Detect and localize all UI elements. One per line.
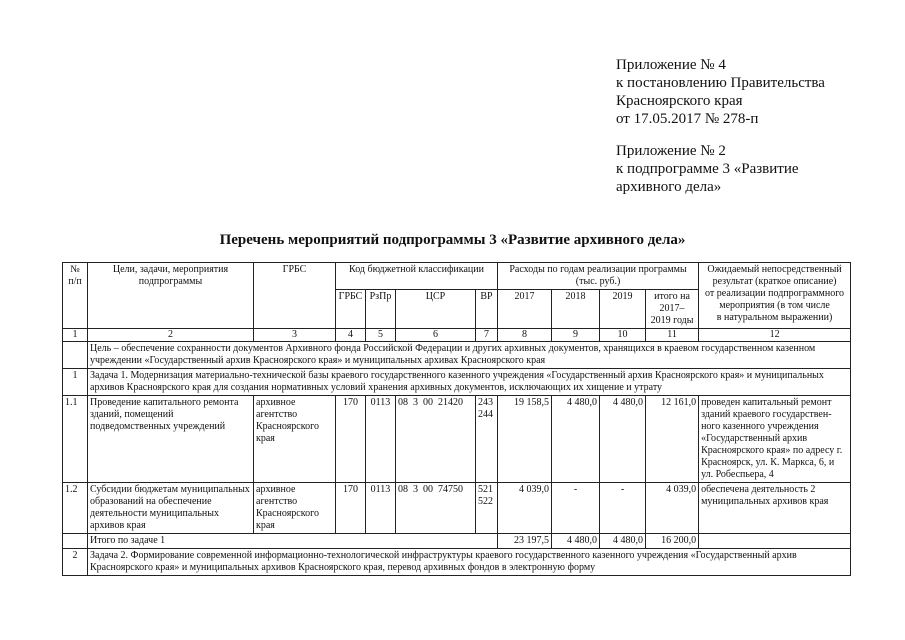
task-num: 2 [63,549,88,576]
total-sum: 16 200,0 [646,534,699,549]
row-num: 1.2 [63,483,88,534]
task-row [63,549,851,576]
header-goals: Цели, задачи, мероприятия подпрограммы [88,263,254,329]
total-num-cell [63,534,88,549]
header-num: № п/п [63,263,88,329]
header-grbs: ГРБС [254,263,336,329]
appendix-line: Приложение № 4 [616,57,726,73]
row-num: 1.1 [63,396,88,483]
row-rzpr: 0113 [366,483,396,534]
column-number: 9 [552,329,600,342]
appendix-block-sub [616,142,799,196]
task-num: 1 [63,369,88,396]
row-y2018: - [552,483,600,534]
header-year-2017: 2017 [498,290,552,329]
row-rzpr: 0113 [366,396,396,483]
column-number: 12 [699,329,851,342]
row-activity: Проведение капитального ремонта зданий, помещений подведомственных учреждений [88,396,254,483]
column-number: 5 [366,329,396,342]
row-total: 4 039,0 [646,483,699,534]
header-code-csr: ЦСР [396,290,476,329]
total-y2018: 4 480,0 [552,534,600,549]
column-number: 8 [498,329,552,342]
row-y2017: 4 039,0 [498,483,552,534]
row-csr: 08 3 00 74750 [396,483,476,534]
total-y2017: 23 197,5 [498,534,552,549]
row-vr: 521 522 [476,483,498,534]
column-number: 11 [646,329,699,342]
row-result: обеспечена деятельность 2 муниципальных архивов края [699,483,851,534]
column-number: 4 [336,329,366,342]
appendix-line: от 17.05.2017 № 278-п [616,111,759,127]
goal-text: Цель – обеспечение сохранности документов Архивного фонда Российской Федерации и других архивных документов, хранящихся в краевом государственном казенном учреждении «Государственный архив Красноярского края» и муниципальных архивах Красноярского края [88,342,851,369]
column-number: 6 [396,329,476,342]
task-row [63,369,851,396]
table-header-row [63,263,851,290]
row-grbs: архивное агентство Красноярского края [254,483,336,534]
appendix-block-main [616,56,825,128]
header-code-grbs: ГРБС [336,290,366,329]
row-vr: 243 244 [476,396,498,483]
row-code-grbs: 170 [336,483,366,534]
total-y2019: 4 480,0 [600,534,646,549]
goal-row [63,342,851,369]
row-grbs: архивное агентство Красноярского края [254,396,336,483]
goal-num-cell [63,342,88,369]
header-code-vr: ВР [476,290,498,329]
task-text: Задача 1. Модернизация материально-технической базы краевого государственного казенного учреждения «Государственный архив Красноярского края» и муниципальных архивов Красноярского края для создания нормативных условий хранения архивных документов, исключающих их хищение и утрату [88,369,851,396]
header-expenses-group: Расходы по годам реализации программы (тыс. руб.) [498,263,699,290]
column-number: 10 [600,329,646,342]
appendix-line: архивного дела» [616,179,722,195]
header-code-rzpr: РзПр [366,290,396,329]
row-code-grbs: 170 [336,396,366,483]
header-result: Ожидаемый непосредственный результат (краткое описание) от реализации подпрограммного мероприятия (в том числе в натуральном выражении) [699,263,851,329]
header-code-group: Код бюджетной классификации [336,263,498,290]
row-result: проведен капитальный ремонт зданий краевого государствен-ного казенного учреждения «Государственный архив Красноярского края» по адресу г. Красноярск, ул. К. Маркса, 6, и ул. Робеспьера, 4 [699,396,851,483]
task-text: Задача 2. Формирование современной информационно-технологической инфраструктуры краевого государственного казенного учреждения «Государственный архив Красноярского края» и муниципальных архивов Красноярского края, перевод архивных фондов в электронную форму [88,549,851,576]
appendix-line: Приложение № 2 [616,143,726,159]
activities-table [62,262,851,576]
table-row [63,483,851,534]
row-total: 12 161,0 [646,396,699,483]
row-csr: 08 3 00 21420 [396,396,476,483]
column-number: 1 [63,329,88,342]
row-y2017: 19 158,5 [498,396,552,483]
appendix-line: Красноярского края [616,93,743,109]
row-y2018: 4 480,0 [552,396,600,483]
row-activity: Субсидии бюджетам муниципальных образований на обеспечение деятельности муниципальных архивов края [88,483,254,534]
header-total: итого на 2017– 2019 годы [646,290,699,329]
appendix-line: к подпрограмме 3 «Развитие [616,161,799,177]
column-numbers-row [63,329,851,342]
total-result-cell [699,534,851,549]
document-title: Перечень мероприятий подпрограммы 3 «Развитие архивного дела» [219,232,686,248]
task-total-row [63,534,851,549]
total-label: Итого по задаче 1 [88,534,498,549]
header-year-2018: 2018 [552,290,600,329]
header-year-2019: 2019 [600,290,646,329]
appendix-line: к постановлению Правительства [616,75,825,91]
column-number: 3 [254,329,336,342]
column-number: 2 [88,329,254,342]
row-y2019: - [600,483,646,534]
column-number: 7 [476,329,498,342]
table-row [63,396,851,483]
row-y2019: 4 480,0 [600,396,646,483]
